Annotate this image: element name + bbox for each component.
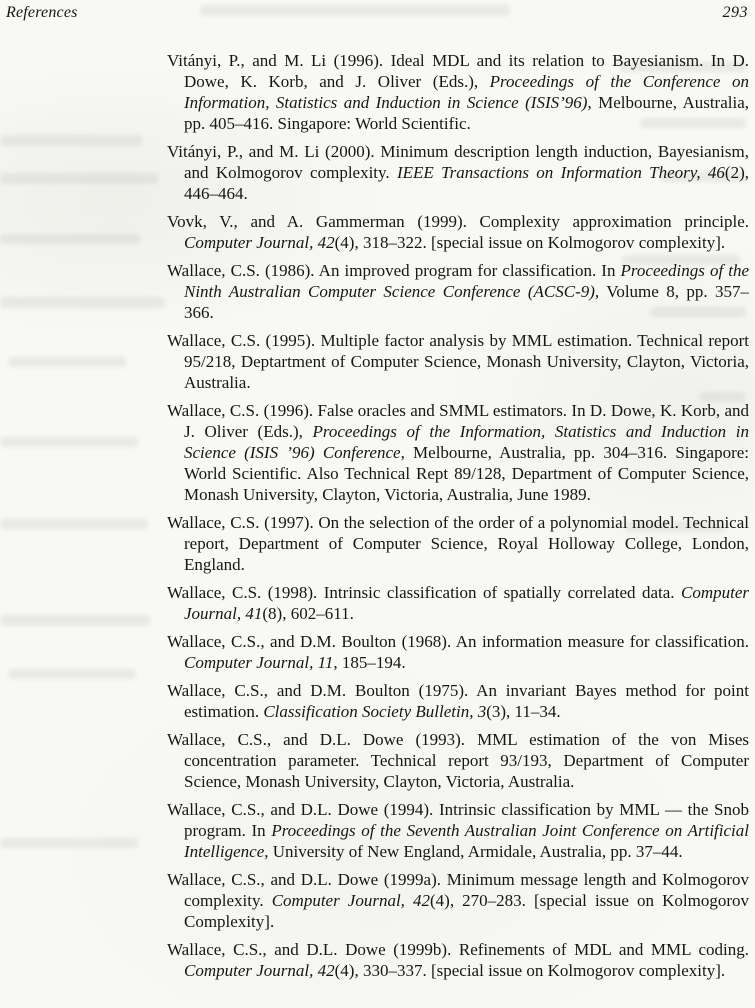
- scan-bleed-artifact: [0, 234, 140, 244]
- reference-entry: [167, 141, 749, 204]
- reference-title-italic: Proceedings of the Information, Statistics and Induction in Science (ISIS ’96) Conference: [184, 422, 750, 462]
- reference-title-italic: Computer Journal, 42: [184, 961, 335, 980]
- reference-entry: [167, 211, 749, 253]
- reference-text: , Melbourne, Australia, pp. 405–416. Singapore: World Scientific.: [184, 93, 750, 133]
- scan-bleed-artifact: [0, 437, 138, 447]
- reference-text: Wallace, C.S., and D.L. Dowe (1999b). Refinements of MDL and MML coding.: [167, 940, 749, 959]
- reference-text: Vovk, V., and A. Gammerman (1999). Complexity approximation principle.: [167, 212, 749, 231]
- reference-title-italic: Computer Journal, 42: [271, 891, 431, 910]
- reference-text: Wallace, C.S., and D.M. Boulton (1968). An information measure for classification.: [167, 632, 749, 651]
- reference-title-italic: Proceedings of the Ninth Australian Computer Science Conference (ACSC-9): [184, 261, 749, 301]
- reference-text: Wallace, C.S. (1995). Multiple factor analysis by MML estimation. Technical report 95/218, Deptartment of Computer Science, Monash University, Clayton, Victoria, Australia.: [167, 331, 749, 392]
- reference-text: Wallace, C.S. (1998). Intrinsic classification of spatially correlated data.: [167, 583, 681, 602]
- reference-text: Wallace, C.S., and D.M. Boulton (1975). An invariant Bayes method for point estimation.: [167, 681, 749, 721]
- scan-bleed-artifact: [0, 135, 142, 146]
- reference-title-italic: Proceedings of the Conference on Information, Statistics and Induction in Science (ISIS’96): [184, 72, 749, 112]
- reference-entry: [167, 50, 749, 134]
- reference-entry: [167, 512, 749, 575]
- reference-text: (4), 330–337. [special issue on Kolmogorov complexity].: [334, 961, 726, 980]
- reference-text: (2), 446–464.: [184, 163, 749, 203]
- running-head: References: [6, 4, 78, 21]
- reference-text: Vitányi, P., and M. Li (1996). Ideal MDL and its relation to Bayesianism. In D. Dowe, K. Korb, and J. Oliver (Eds.),: [167, 51, 749, 91]
- scan-bleed-artifact: [0, 173, 158, 184]
- reference-text: Wallace, C.S., and D.L. Dowe (1999a). Minimum message length and Kolmogorov complexity.: [167, 870, 749, 910]
- reference-title-italic: Computer Journal, 42: [184, 233, 335, 252]
- scan-bleed-artifact: [0, 615, 150, 626]
- reference-text: (3), 11–34.: [486, 702, 561, 721]
- reference-title-italic: IEEE Transactions on Information Theory, 46: [397, 163, 725, 182]
- reference-text: , 185–194.: [333, 653, 406, 672]
- reference-text: Wallace, C.S., and D.L. Dowe (1994). Intrinsic classification by MML — the Snob program. In: [167, 800, 749, 840]
- reference-title-italic: Computer Journal, 41: [184, 583, 749, 623]
- reference-entry: [167, 869, 749, 932]
- reference-text: (8), 602–611.: [262, 604, 354, 623]
- reference-entry: [167, 631, 749, 673]
- reference-title-italic: Computer Journal, 11: [184, 653, 334, 672]
- page-header: [6, 3, 748, 23]
- reference-text: Vitányi, P., and M. Li (2000). Minimum description length induction, Bayesianism, and Kolmogorov complexity.: [167, 142, 749, 182]
- reference-entry: [167, 582, 749, 624]
- reference-entry: [167, 260, 749, 323]
- page-number: 293: [722, 4, 748, 21]
- reference-text: Wallace, C.S. (1986). An improved program for classification. In: [167, 261, 621, 280]
- reference-entry: [167, 939, 749, 981]
- reference-title-italic: Classification Society Bulletin, 3: [263, 702, 487, 721]
- scan-bleed-artifact: [0, 838, 138, 848]
- reference-entry: [167, 330, 749, 393]
- references-list: [167, 50, 749, 988]
- scan-bleed-artifact: [8, 357, 126, 367]
- reference-text: Wallace, C.S., and D.L. Dowe (1993). MML estimation of the von Mises concentration parameter. Technical report 93/193, Department of Computer Science, Monash University, Clayton, Victoria, Australia.: [167, 730, 749, 791]
- reference-entry: [167, 680, 749, 722]
- reference-entry: [167, 400, 749, 505]
- scan-bleed-artifact: [0, 519, 148, 529]
- reference-title-italic: Proceedings of the Seventh Australian Joint Conference on Artificial Intelligence: [184, 821, 749, 861]
- reference-text: (4), 318–322. [special issue on Kolmogorov complexity].: [334, 233, 726, 252]
- reference-text: Wallace, C.S. (1996). False oracles and SMML estimators. In D. Dowe, K. Korb, and J. Oliver (Eds.),: [167, 401, 749, 441]
- scan-bleed-artifact: [8, 669, 136, 679]
- reference-text: (4), 270–283. [special issue on Kolmogorov Complexity].: [184, 891, 749, 931]
- reference-text: , Volume 8, pp. 357–366.: [184, 282, 749, 322]
- reference-entry: [167, 729, 749, 792]
- scan-bleed-artifact: [0, 297, 165, 308]
- reference-text: Wallace, C.S. (1997). On the selection of the order of a polynomial model. Technical report, Department of Computer Science, Royal Holloway College, London, England.: [167, 513, 749, 574]
- reference-text: , University of New England, Armidale, Australia, pp. 37–44.: [264, 842, 683, 861]
- reference-text: , Melbourne, Australia, pp. 304–316. Singapore: World Scientific. Also Technical Rept 89/128, Department of Computer Science, Monash University, Clayton, Victoria, Australia, June 1989.: [184, 443, 749, 504]
- reference-entry: [167, 799, 749, 862]
